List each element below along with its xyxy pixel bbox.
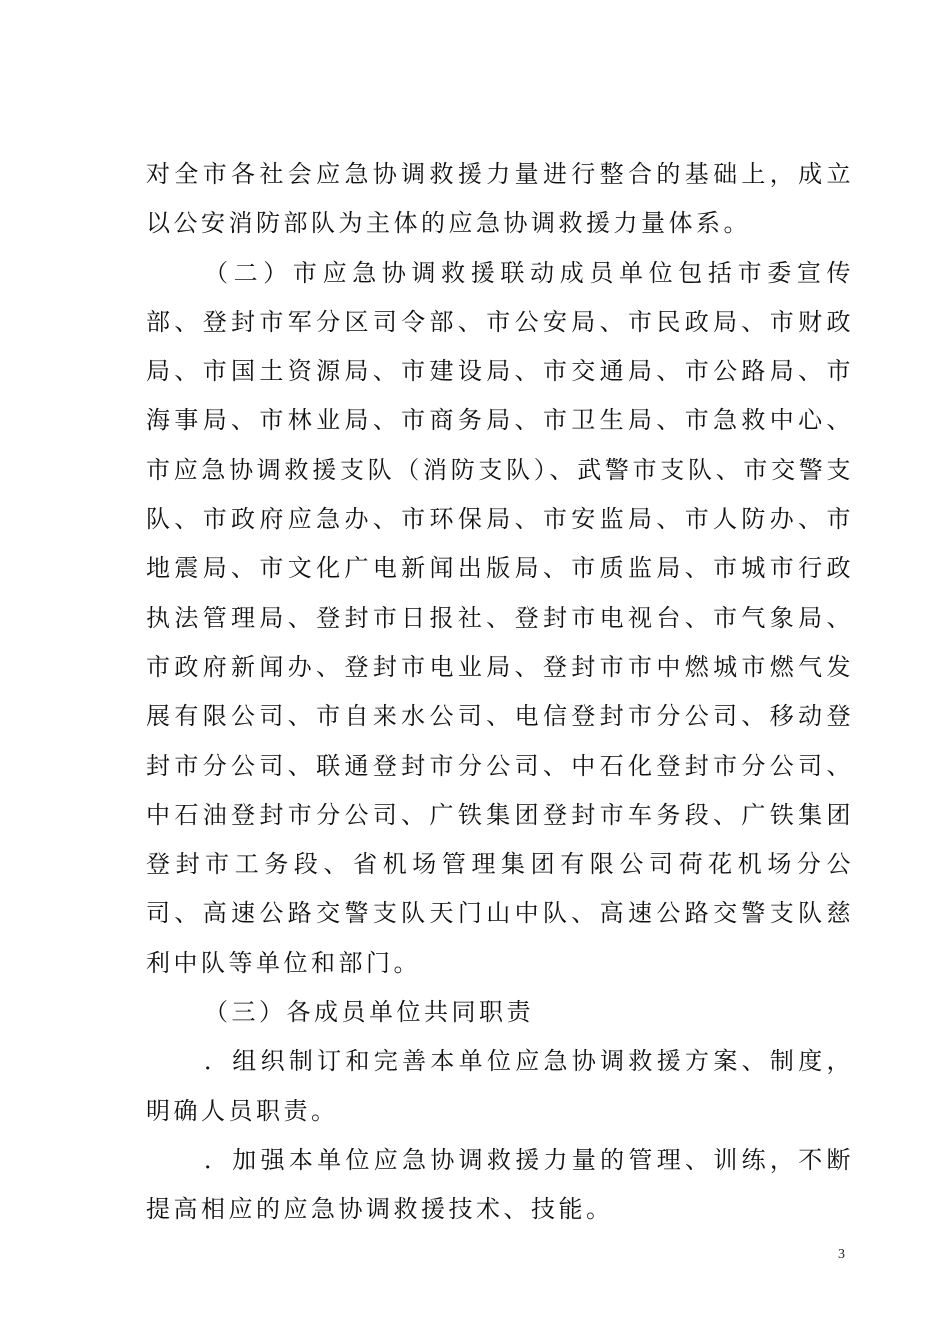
document-body <box>146 150 854 1235</box>
paragraph-member-units: （二）市应急协调救援联动成员单位包括市委宣传部、登封市军分区司令部、市公安局、市民政局、市财政局、市国土资源局、市建设局、市交通局、市公路局、市海事局、市林业局、市商务局、市卫生局、市急救中心、市应急协调救援支队（消防支队）、武警市支队、市交警支队、市政府应急办、市环保局、市安监局、市人防办、市地震局、市文化广电新闻出版局、市质监局、市城市行政执法管理局、登封市日报社、登封市电视台、市气象局、市政府新闻办、登封市电业局、登封市市中燃城市燃气发展有限公司、市自来水公司、电信登封市分公司、移动登封市分公司、联通登封市分公司、中石化登封市分公司、中石油登封市分公司、广铁集团登封市车务段、广铁集团登封市工务段、省机场管理集团有限公司荷花机场分公司、高速公路交警支队天门山中队、高速公路交警支队慈利中队等单位和部门。 <box>146 258 854 977</box>
paragraph-continuation: 对全市各社会应急协调救援力量进行整合的基础上，成立以公安消防部队为主体的应急协调救援力量体系。 <box>146 160 854 238</box>
duty-item-plans: ．组织制订和完善本单位应急协调救援方案、制度，明确人员职责。 <box>146 1047 854 1125</box>
page-number: 3 <box>838 1247 845 1262</box>
section-heading-common-duties: （三）各成员单位共同职责 <box>204 998 534 1027</box>
duty-item-training: ．加强本单位应急协调救援力量的管理、训练，不断提高相应的应急协调救援技术、技能。 <box>146 1145 854 1224</box>
